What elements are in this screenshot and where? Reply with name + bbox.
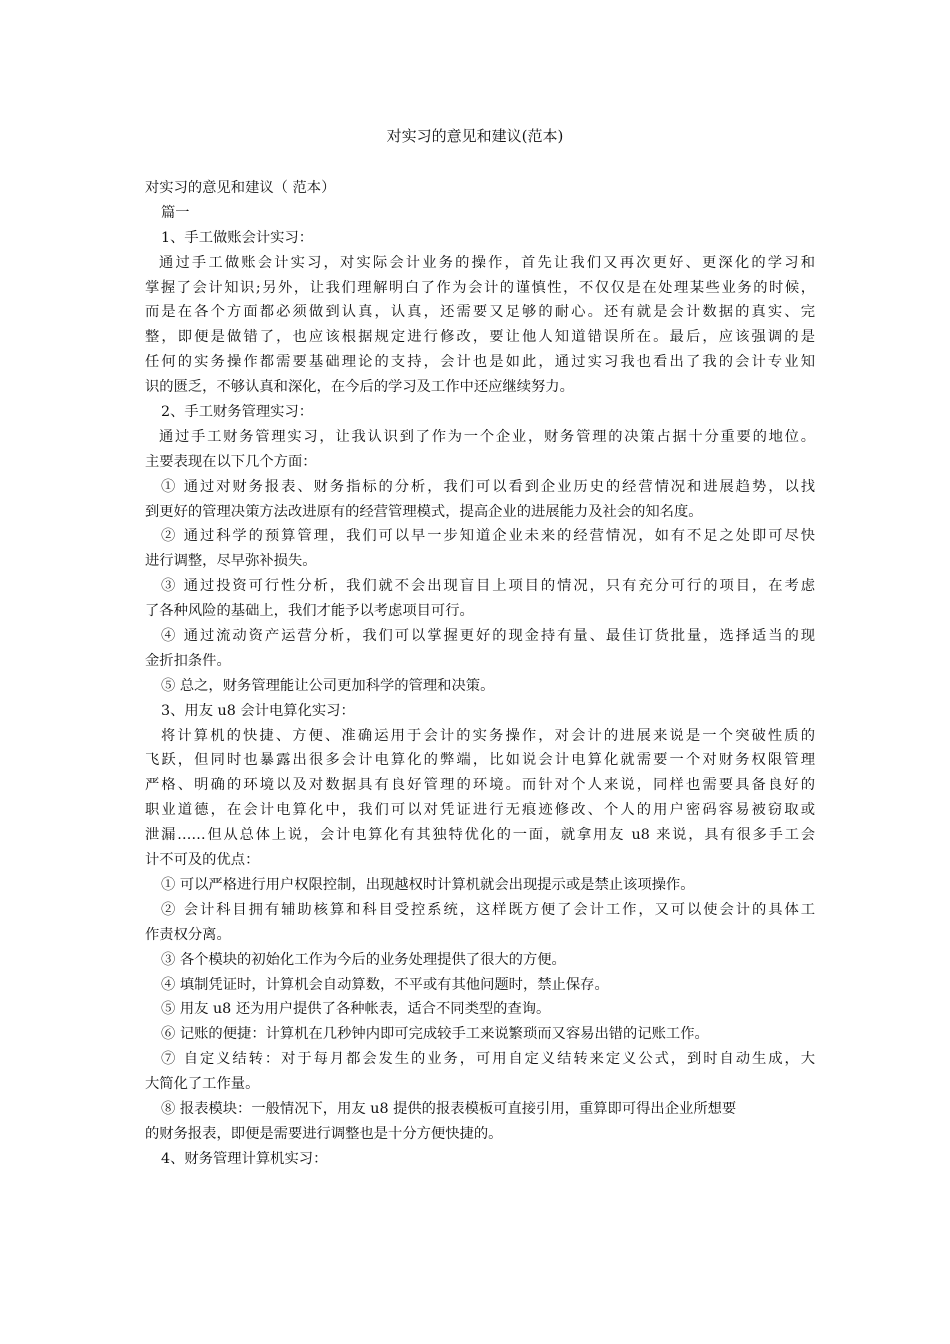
text-line: 对实习的意见和建议（ 范本） — [145, 180, 336, 196]
text-line: 了各种风险的基础上，我们才能予以考虑项目可行。 — [145, 603, 474, 620]
text-line: ⑧ 报表模块：一般情况下，用友 u8 提供的报表模板可直接引用，重算即可得出企业所想要 — [161, 1100, 737, 1117]
text-line: ③ 通过投资可行性分析，我们就不会出现盲目上项目的情况，只有充分可行的项目，在考虑 — [161, 578, 815, 595]
text-line: 4、财务管理计算机实习： — [161, 1150, 328, 1167]
text-line: 金折扣条件。 — [145, 652, 231, 669]
text-line: 1、手工做账会计实习： — [161, 229, 314, 246]
text-line: 计不可及的优点： — [145, 852, 260, 869]
text-line: ① 通过对财务报表、财务指标的分析，我们可以看到企业历史的经营情况和进展趋势，以找 — [161, 478, 815, 495]
text-line: 泄漏……但从总体上说，会计电算化有其独特优化的一面，就拿用友 u8 来说，具有很多手工会 — [145, 827, 815, 844]
text-line: ④ 通过流动资产运营分析，我们可以掌握更好的现金持有量、最佳订货批量，选择适当的现 — [161, 628, 815, 645]
text-line: 3、用友 u8 会计电算化实习： — [161, 702, 355, 719]
text-line: 进行调整，尽早弥补损失。 — [145, 553, 317, 570]
text-line: ④ 填制凭证时，计算机会自动算数，不平或有其他问题时，禁止保存。 — [161, 976, 609, 993]
text-line: ⑤ 总之，财务管理能让公司更加科学的管理和决策。 — [161, 677, 495, 694]
text-line: 识的匮乏，不够认真和深化，在今后的学习及工作中还应继续努力。 — [145, 379, 574, 396]
text-line: 篇一 — [161, 204, 190, 221]
text-line: 通过手工做账会计实习，对实际会计业务的操作，首先让我们又再次更好、更深化的学习和 — [159, 254, 815, 271]
text-line: ① 可以严格进行用户权限控制，出现越权时计算机就会出现提示或是禁止该项操作。 — [161, 876, 695, 893]
text-line: 而是在各个方面都必须做到认真，认真，还需要又足够的耐心。还有就是会计数据的真实、完 — [145, 304, 815, 321]
text-line: 掌握了会计知识;另外，让我们理解明白了作为会计的谨慎性，不仅仅是在处理某些业务的时候， — [145, 279, 815, 296]
text-line: 职业道德，在会计电算化中，我们可以对凭证进行无痕迹修改、个人的用户密码容易被窃取或 — [145, 802, 815, 819]
document-body — [145, 176, 815, 1172]
text-line: 将计算机的快捷、方便、准确运用于会计的实务操作，对会计的进展来说是一个突破性质的 — [161, 727, 815, 744]
text-line: ⑦ 自定义结转：对于每月都会发生的业务，可用自定义结转来定义公式，到时自动生成，大 — [161, 1051, 815, 1068]
text-line: ⑤ 用友 u8 还为用户提供了各种帐表，适合不同类型的查询。 — [161, 1001, 551, 1018]
text-line: 作责权分离。 — [145, 926, 231, 943]
text-line: 任何的实务操作都需要基础理论的支持，会计也是如此，通过实习我也看出了我的会计专业知 — [145, 354, 815, 371]
text-line: ③ 各个模块的初始化工作为今后的业务处理提供了很大的方便。 — [161, 951, 566, 968]
text-line: ⑥ 记账的便捷：计算机在几秒钟内即可完成较手工来说繁琐而又容易出错的记账工作。 — [161, 1026, 709, 1043]
text-line: 飞跃，但同时也暴露出很多会计电算化的弊端，比如说会计电算化就需要一个对财务权限管理 — [145, 752, 815, 769]
text-line: 严格、明确的环境以及对数据具有良好管理的环境。而针对个人来说，同样也需要具备良好的 — [145, 777, 815, 794]
text-line: 大简化了工作量。 — [145, 1076, 260, 1093]
document-title: 对实习的意见和建议(范本) — [386, 127, 564, 145]
text-line: 主要表现在以下几个方面： — [145, 453, 317, 470]
text-line: ② 会计科目拥有辅助核算和科目受控系统，这样既方便了会计工作，又可以使会计的具体工 — [161, 901, 815, 918]
text-line: 的财务报表，即便是需要进行调整也是十分方便快捷的。 — [145, 1125, 503, 1142]
text-line: 2、手工财务管理实习： — [161, 404, 314, 421]
text-line: 到更好的管理决策方法改进原有的经营管理模式，提高企业的进展能力及社会的知名度。 — [145, 503, 703, 520]
text-line: ② 通过科学的预算管理，我们可以早一步知道企业未来的经营情况，如有不足之处即可尽快 — [161, 528, 815, 545]
text-line: 整，即便是做错了，也应该根据规定进行修改，要让他人知道错误所在。最后，应该强调的是 — [145, 329, 815, 346]
text-line: 通过手工财务管理实习，让我认识到了作为一个企业，财务管理的决策占据十分重要的地位。 — [159, 428, 815, 445]
